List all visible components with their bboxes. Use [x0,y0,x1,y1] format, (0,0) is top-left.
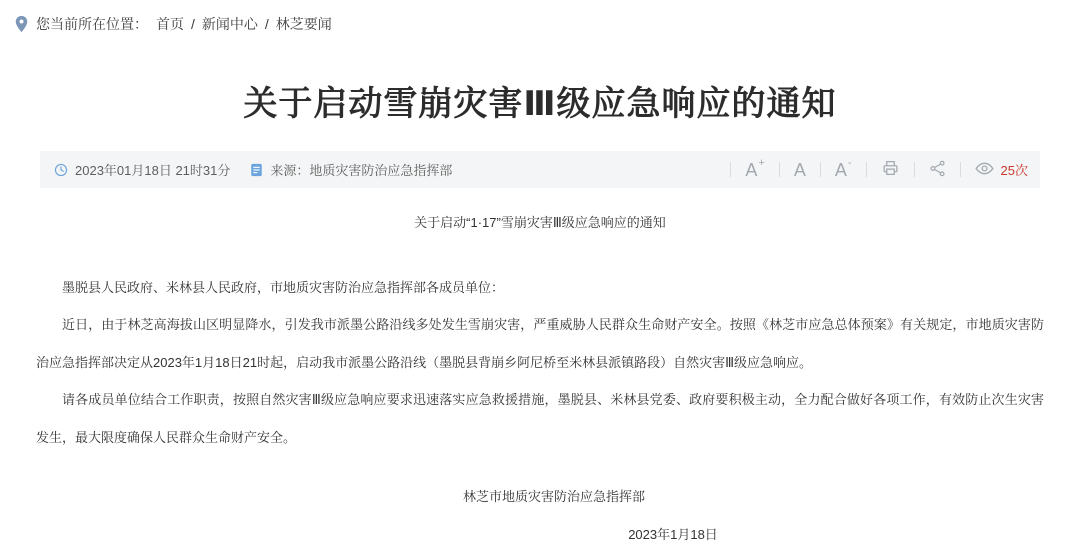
toolbar-divider [730,162,731,177]
page-title: 关于启动雪崩灾害Ⅲ级应急响应的通知 [0,82,1080,126]
view-count: 25次 [1001,160,1028,179]
location-pin-icon [14,15,29,33]
breadcrumb-link-home[interactable]: 首页 [156,14,184,34]
breadcrumb [0,0,1080,34]
publish-datetime: 2023年01月18日 21时31分 [75,160,230,179]
toolbar-divider [866,162,867,177]
breadcrumb-separator: / [191,16,195,32]
share-button[interactable] [929,160,946,180]
toolbar-divider [914,162,915,177]
breadcrumb-label: 您当前所在位置： [36,14,148,34]
document-subtitle: 关于启动“1·17”雪崩灾害Ⅲ级应急响应的通知 [36,204,1044,242]
breadcrumb-link-news-center[interactable]: 新闻中心 [202,14,258,34]
minus-sign: - [848,158,852,169]
font-decrease-button[interactable] [835,161,852,179]
view-count-group [975,160,1028,179]
toolbar-divider [960,162,961,177]
source-group [250,160,452,179]
breadcrumb-link-linzhi-news[interactable]: 林芝要闻 [276,14,332,34]
breadcrumb-separator: / [265,16,269,32]
font-letter: A [745,161,757,179]
paragraph-situation: 近日，由于林芝高海拔山区明显降水，引发我市派墨公路沿线多处发生雪崩灾害，严重威胁人民群众生命财产安全。按照《林芝市应急总体预案》有关规定，市地质灾害防治应急指挥部决定从2023年1月18日21时起，启动我市派墨公路沿线（墨脱县背崩乡阿尼桥至米林县派镇路段）自然灾害Ⅲ级应急响应。 [36,306,1044,381]
toolbar-divider [820,162,821,177]
article-source: 来源：地质灾害防治应急指挥部 [270,160,452,179]
font-increase-button[interactable] [745,161,764,179]
font-letter: A [835,161,847,179]
article-meta-info [54,160,452,179]
toolbar-divider [779,162,780,177]
signature-organization: 林芝市地质灾害防治应急指挥部 [50,478,1058,516]
source-document-icon [250,163,263,177]
signature-date: 2023年1月18日 [169,516,1080,553]
paragraph-requirements: 请各成员单位结合工作职责，按照自然灾害Ⅲ级应急响应要求迅速落实应急救援措施，墨脱县、米林县党委、政府要积极主动，全力配合做好各项工作，有效防止次生灾害发生，最大限度确保人民群众生命财产安全。 [36,381,1044,456]
share-icon [929,160,946,180]
publish-time-group [54,160,230,179]
print-button[interactable] [881,159,900,180]
paragraph-salutation: 墨脱县人民政府、米林县人民政府，市地质灾害防治应急指挥部各成员单位： [36,269,1044,307]
font-default-button[interactable] [794,161,806,179]
clock-icon [54,163,68,177]
eye-icon [975,161,994,179]
plus-sign: + [758,158,764,169]
article-toolbar [716,159,1028,180]
article-body [0,204,1080,553]
article-meta-bar [40,151,1040,188]
font-letter: A [794,161,806,179]
printer-icon [881,159,900,180]
